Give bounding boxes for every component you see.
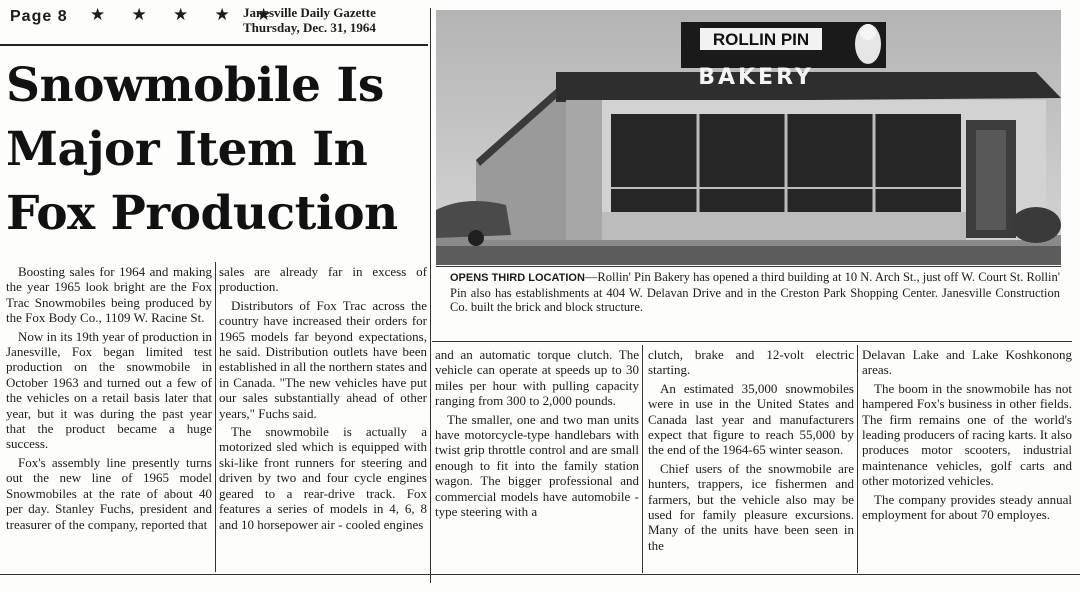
paragraph: An estimated 35,000 snowmobiles were in use in the United States and Canada last year and manufacturers expect that figure to reach 55,000 by the end of the 1964-65 winter season.: [648, 380, 854, 458]
photo-caption: [450, 270, 1060, 315]
issue-date: Thursday, Dec. 31, 1964: [243, 20, 376, 35]
paragraph: The snowmobile is actually a motorized sled which is equipped with ski-like front runners for steering and driven by two and four cycle engines geared to a rear-drive track. Fox features a series of models in 4, 6, 8 and 10 horsepower air - cooled engines: [219, 424, 427, 532]
headline-line-1: Snowmobile Is: [6, 58, 384, 113]
article-column-1: [6, 264, 212, 572]
paragraph: The boom in the snowmobile has not hampered Fox's business in other fields. The firm remains one of the world's leading producers of racing karts. It also produces motor scooters, industrial maintenance vehicles, golf carts and other motorized vehicles.: [862, 380, 1072, 489]
paragraph: Chief users of the snowmobile are hunters, trappers, ice fishermen and farmers, but the vehicle also may be used for family pleasure excursions. Many of the units have been seen in the: [648, 460, 854, 553]
divider-caption-columns: [432, 341, 1072, 342]
caption-lead: OPENS THIRD LOCATION: [450, 272, 585, 284]
newspaper-dateline: [243, 5, 376, 35]
star-row: ★ ★ ★ ★ ★: [90, 5, 283, 24]
paragraph: clutch, brake and 12-volt electric starting.: [648, 347, 854, 378]
paragraph: Boosting sales for 1964 and making the year 1965 look bright are the Fox Trac Snowmobiles being produced by the Fox Body Co., 1109 W. Racine St.: [6, 264, 212, 326]
divider-page-bottom: [0, 574, 1080, 575]
paragraph: and an automatic torque clutch. The vehicle can operate at speeds up to 30 miles per hour with pulling capacity ranging from 300 to 2,000 pounds.: [435, 347, 639, 409]
article-column-3: [435, 347, 639, 572]
caption-text: —Rollin' Pin Bakery has opened a third building at 10 N. Arch St., just off W. Court St. Rollin' Pin also has establishments at 404 W. Delavan Drive and in the Creston Park Shopping Center. Janesville Construction Co. built the brick and block structure.: [450, 270, 1061, 314]
column-rule-3: [642, 345, 643, 573]
headline-line-2: Major Item In: [6, 122, 368, 177]
paragraph: The smaller, one and two man units have motorcycle-type handlebars with twist grip throttle control and are small enough to fit into the family station wagon. The bigger professional and commercial models have automobile - type steering with a: [435, 411, 639, 520]
divider-masthead-photo: [430, 8, 431, 583]
paragraph: Fox's assembly line presently turns out the new line of 1965 model Snowmobiles at the rate of about 40 per day. Stanley Fuchs, president and treasurer of the company, reported that: [6, 454, 212, 532]
paragraph: sales are already far in excess of production.: [219, 264, 427, 295]
headline-line-3: Fox Production: [6, 186, 398, 241]
newspaper-name: Janesville Daily Gazette: [243, 5, 376, 20]
sign-rollin-pin: ROLLIN PIN: [712, 30, 810, 49]
page-number: Page 8: [10, 8, 68, 25]
paragraph: The company provides steady annual employment for about 70 employes.: [862, 491, 1072, 523]
article-column-5: [862, 347, 1072, 572]
masthead: [0, 0, 428, 46]
paragraph: Distributors of Fox Trac across the country have increased their orders for 1965 models far beyond expectations, he said. Distribution outlets have been established in all the northern states and in Canada. "The new vehicles have put our sales substantially ahead of other years," Fuchs said.: [219, 297, 427, 421]
bakery-photo: [436, 10, 1061, 265]
bakery-building-image: [436, 10, 1061, 265]
article-column-2: [219, 264, 427, 572]
headline: [6, 54, 424, 246]
column-rule-1: [215, 262, 216, 572]
column-rule-4: [857, 345, 858, 573]
sign-bakery: BAKERY: [698, 65, 814, 90]
article-column-4: [648, 347, 854, 572]
paragraph: Now in its 19th year of production in Janesville, Fox began limited test production on the snowmobile in October 1963 and turned out a few of the vehicles on a retail basis later that year, but it was during the past year that the product became a huge success.: [6, 328, 212, 452]
divider-photo-caption: [436, 266, 1061, 267]
paragraph: Delavan Lake and Lake Koshkonong areas.: [862, 347, 1072, 378]
